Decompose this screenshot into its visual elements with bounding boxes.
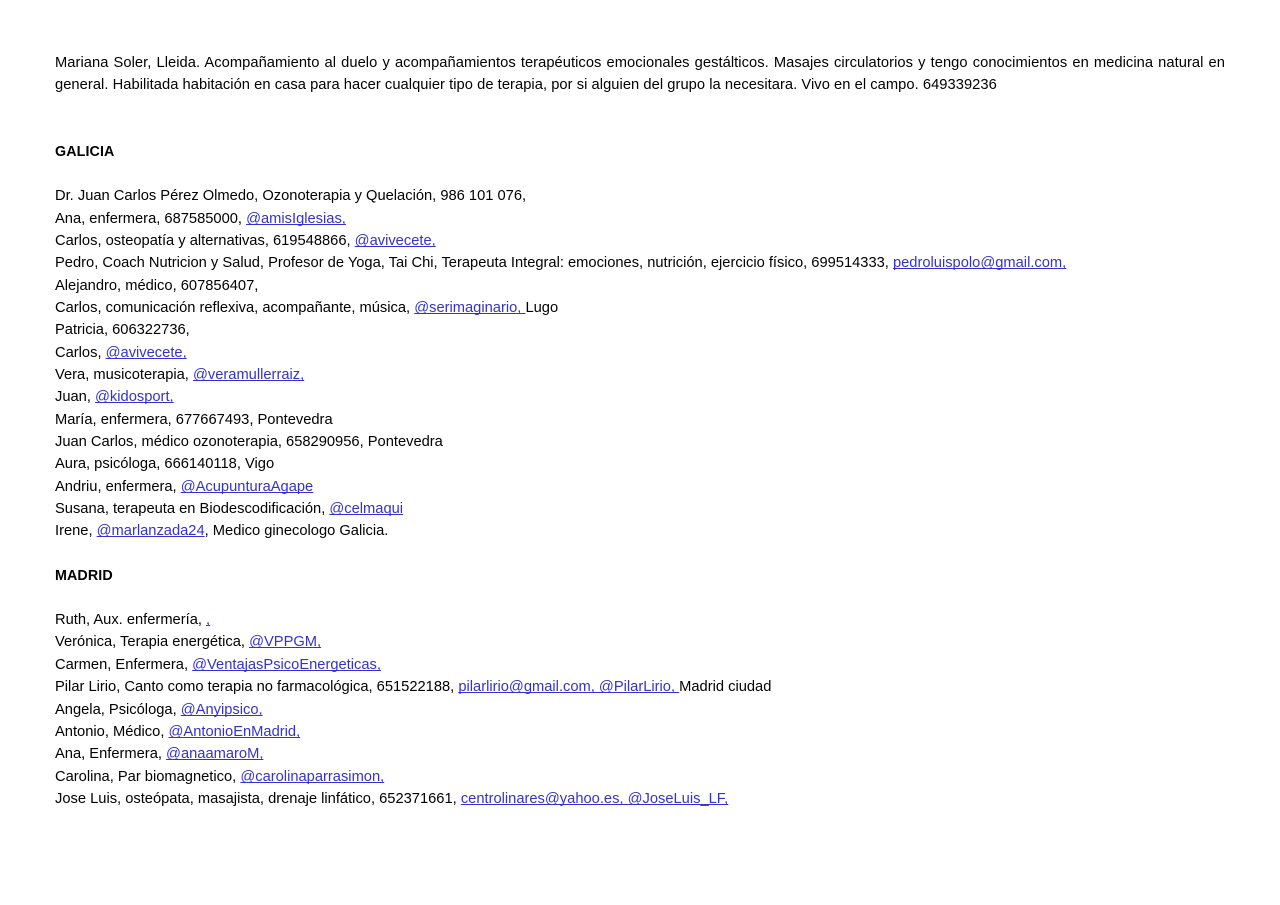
- contact-text: Ruth, Aux. enfermería,: [55, 612, 207, 629]
- contact-entry: [55, 520, 1225, 542]
- contact-link[interactable]: @marlanzada24: [96, 523, 205, 540]
- section-gap-before-galicia: [55, 97, 1225, 141]
- contact-text: Juan,: [55, 389, 96, 406]
- section-madrid: [55, 565, 1225, 811]
- contact-link[interactable]: @AcupunturaAgape: [180, 478, 314, 495]
- contact-entry: [55, 230, 1225, 252]
- contact-link[interactable]: @serimaginario,: [414, 299, 526, 316]
- contact-entry: [55, 609, 1225, 631]
- contact-text: Dr. Juan Carlos Pérez Olmedo, Ozonoterapia y Quelación, 986 101 076,: [55, 188, 527, 205]
- contact-entry: [55, 676, 1225, 698]
- contact-text: Irene,: [55, 523, 97, 540]
- contact-text: Vera, musicoterapia,: [55, 366, 193, 383]
- contact-entry: [55, 409, 1225, 431]
- section-heading-madrid: MADRID: [55, 567, 113, 584]
- document-body: [55, 52, 1225, 810]
- contact-entry: [55, 364, 1225, 386]
- contact-entry: [55, 453, 1225, 475]
- contact-link[interactable]: @carolinaparrasimon,: [240, 768, 385, 785]
- intro-paragraph: Mariana Soler, Lleida. Acompañamiento al duelo y acompañamientos terapéuticos emocionales gestálticos. Masajes circulatorios y tengo conocimientos en medicina natural en general. Habilitada habitación en casa para hacer cualquier tipo de terapia, por si alguien del grupo la necesitara. Vivo en el campo. 649339236: [55, 55, 1225, 94]
- contact-text: Susana, terapeuta en Biodescodificación,: [55, 501, 330, 518]
- contact-link[interactable]: @anaamaroM,: [166, 746, 264, 763]
- contact-link[interactable]: pedroluispolo@gmail.com,: [892, 255, 1067, 272]
- contact-entry: [55, 699, 1225, 721]
- contact-text: Andriu, enfermera,: [55, 478, 181, 495]
- contact-text: Antonio, Médico,: [55, 723, 169, 740]
- contact-entry: [55, 654, 1225, 676]
- contact-text: Pilar Lirio, Canto como terapia no farmacológica, 651522188,: [55, 679, 459, 696]
- contact-link[interactable]: @avivecete,: [354, 232, 436, 249]
- heading-gap-galicia: [55, 163, 1225, 185]
- contact-entry: [55, 208, 1225, 230]
- contact-entry: [55, 431, 1225, 453]
- contact-entry: [55, 631, 1225, 653]
- contact-text: Lugo: [525, 299, 559, 316]
- contact-text: Ana, enfermera, 687585000,: [55, 210, 247, 227]
- contact-entry: [55, 297, 1225, 319]
- contact-text: Madrid ciudad: [679, 679, 772, 696]
- contact-entry: [55, 185, 1225, 207]
- contact-link[interactable]: centrolinares@yahoo.es, @JoseLuis_LF,: [460, 790, 729, 807]
- contact-entry: [55, 743, 1225, 765]
- contact-entry: [55, 342, 1225, 364]
- contact-text: Verónica, Terapia energética,: [55, 634, 250, 651]
- heading-gap-madrid: [55, 587, 1225, 609]
- contact-entry: [55, 252, 1225, 274]
- entry-list-galicia: [55, 185, 1225, 543]
- contact-text: Aura, psicóloga, 666140118, Vigo: [55, 456, 275, 473]
- contact-link[interactable]: pilarlirio@gmail.com, @PilarLirio,: [458, 679, 680, 696]
- contact-link[interactable]: @amisIglesias,: [246, 210, 346, 227]
- contact-entry: [55, 476, 1225, 498]
- contact-text: Carlos, osteopatía y alternativas, 619548866,: [55, 232, 355, 249]
- contact-text: Carlos, comunicación reflexiva, acompañante, música,: [55, 299, 415, 316]
- contact-link[interactable]: ,: [206, 612, 211, 629]
- contact-text: María, enfermera, 677667493, Pontevedra: [55, 411, 333, 428]
- contact-text: Juan Carlos, médico ozonoterapia, 658290956, Pontevedra: [55, 434, 443, 450]
- contact-link[interactable]: @VentajasPsicoEnergeticas,: [192, 656, 381, 673]
- contact-link[interactable]: @avivecete,: [105, 344, 187, 361]
- contact-text: Ana, Enfermera,: [55, 746, 167, 763]
- section-gap-before-madrid: [55, 543, 1225, 565]
- contact-link[interactable]: @celmaqui: [329, 501, 404, 518]
- contact-link[interactable]: @VPPGM,: [249, 634, 322, 651]
- contact-link[interactable]: @Anyipsico,: [180, 701, 263, 718]
- contact-text: Angela, Psicóloga,: [55, 701, 181, 718]
- contact-entry: [55, 498, 1225, 520]
- contact-entry: [55, 766, 1225, 788]
- contact-entry: [55, 275, 1225, 297]
- contact-entry: [55, 386, 1225, 408]
- contact-link[interactable]: @kidosport,: [95, 389, 174, 406]
- contact-text: , Medico ginecologo Galicia.: [204, 523, 389, 540]
- contact-text: Carlos,: [55, 344, 106, 361]
- contact-entry: [55, 788, 1225, 810]
- contact-link[interactable]: @veramullerraiz,: [192, 366, 305, 383]
- contact-text: Alejandro, médico, 607856407,: [55, 277, 259, 294]
- contact-text: Patricia, 606322736,: [55, 322, 190, 339]
- contact-text: Carmen, Enfermera,: [55, 656, 193, 673]
- contact-text: Pedro, Coach Nutricion y Salud, Profesor de Yoga, Tai Chi, Terapeuta Integral: emociones, nutrición, ejercicio físico, 699514333,: [55, 255, 893, 272]
- contact-entry: [55, 319, 1225, 341]
- section-galicia: [55, 141, 1225, 543]
- contact-link[interactable]: @AntonioEnMadrid,: [168, 723, 301, 740]
- contact-text: Carolina, Par biomagnetico,: [55, 768, 241, 785]
- contact-text: Jose Luis, osteópata, masajista, drenaje linfático, 652371661,: [55, 790, 461, 807]
- entry-list-madrid: [55, 609, 1225, 810]
- section-heading-galicia: GALICIA: [55, 143, 115, 160]
- contact-entry: [55, 721, 1225, 743]
